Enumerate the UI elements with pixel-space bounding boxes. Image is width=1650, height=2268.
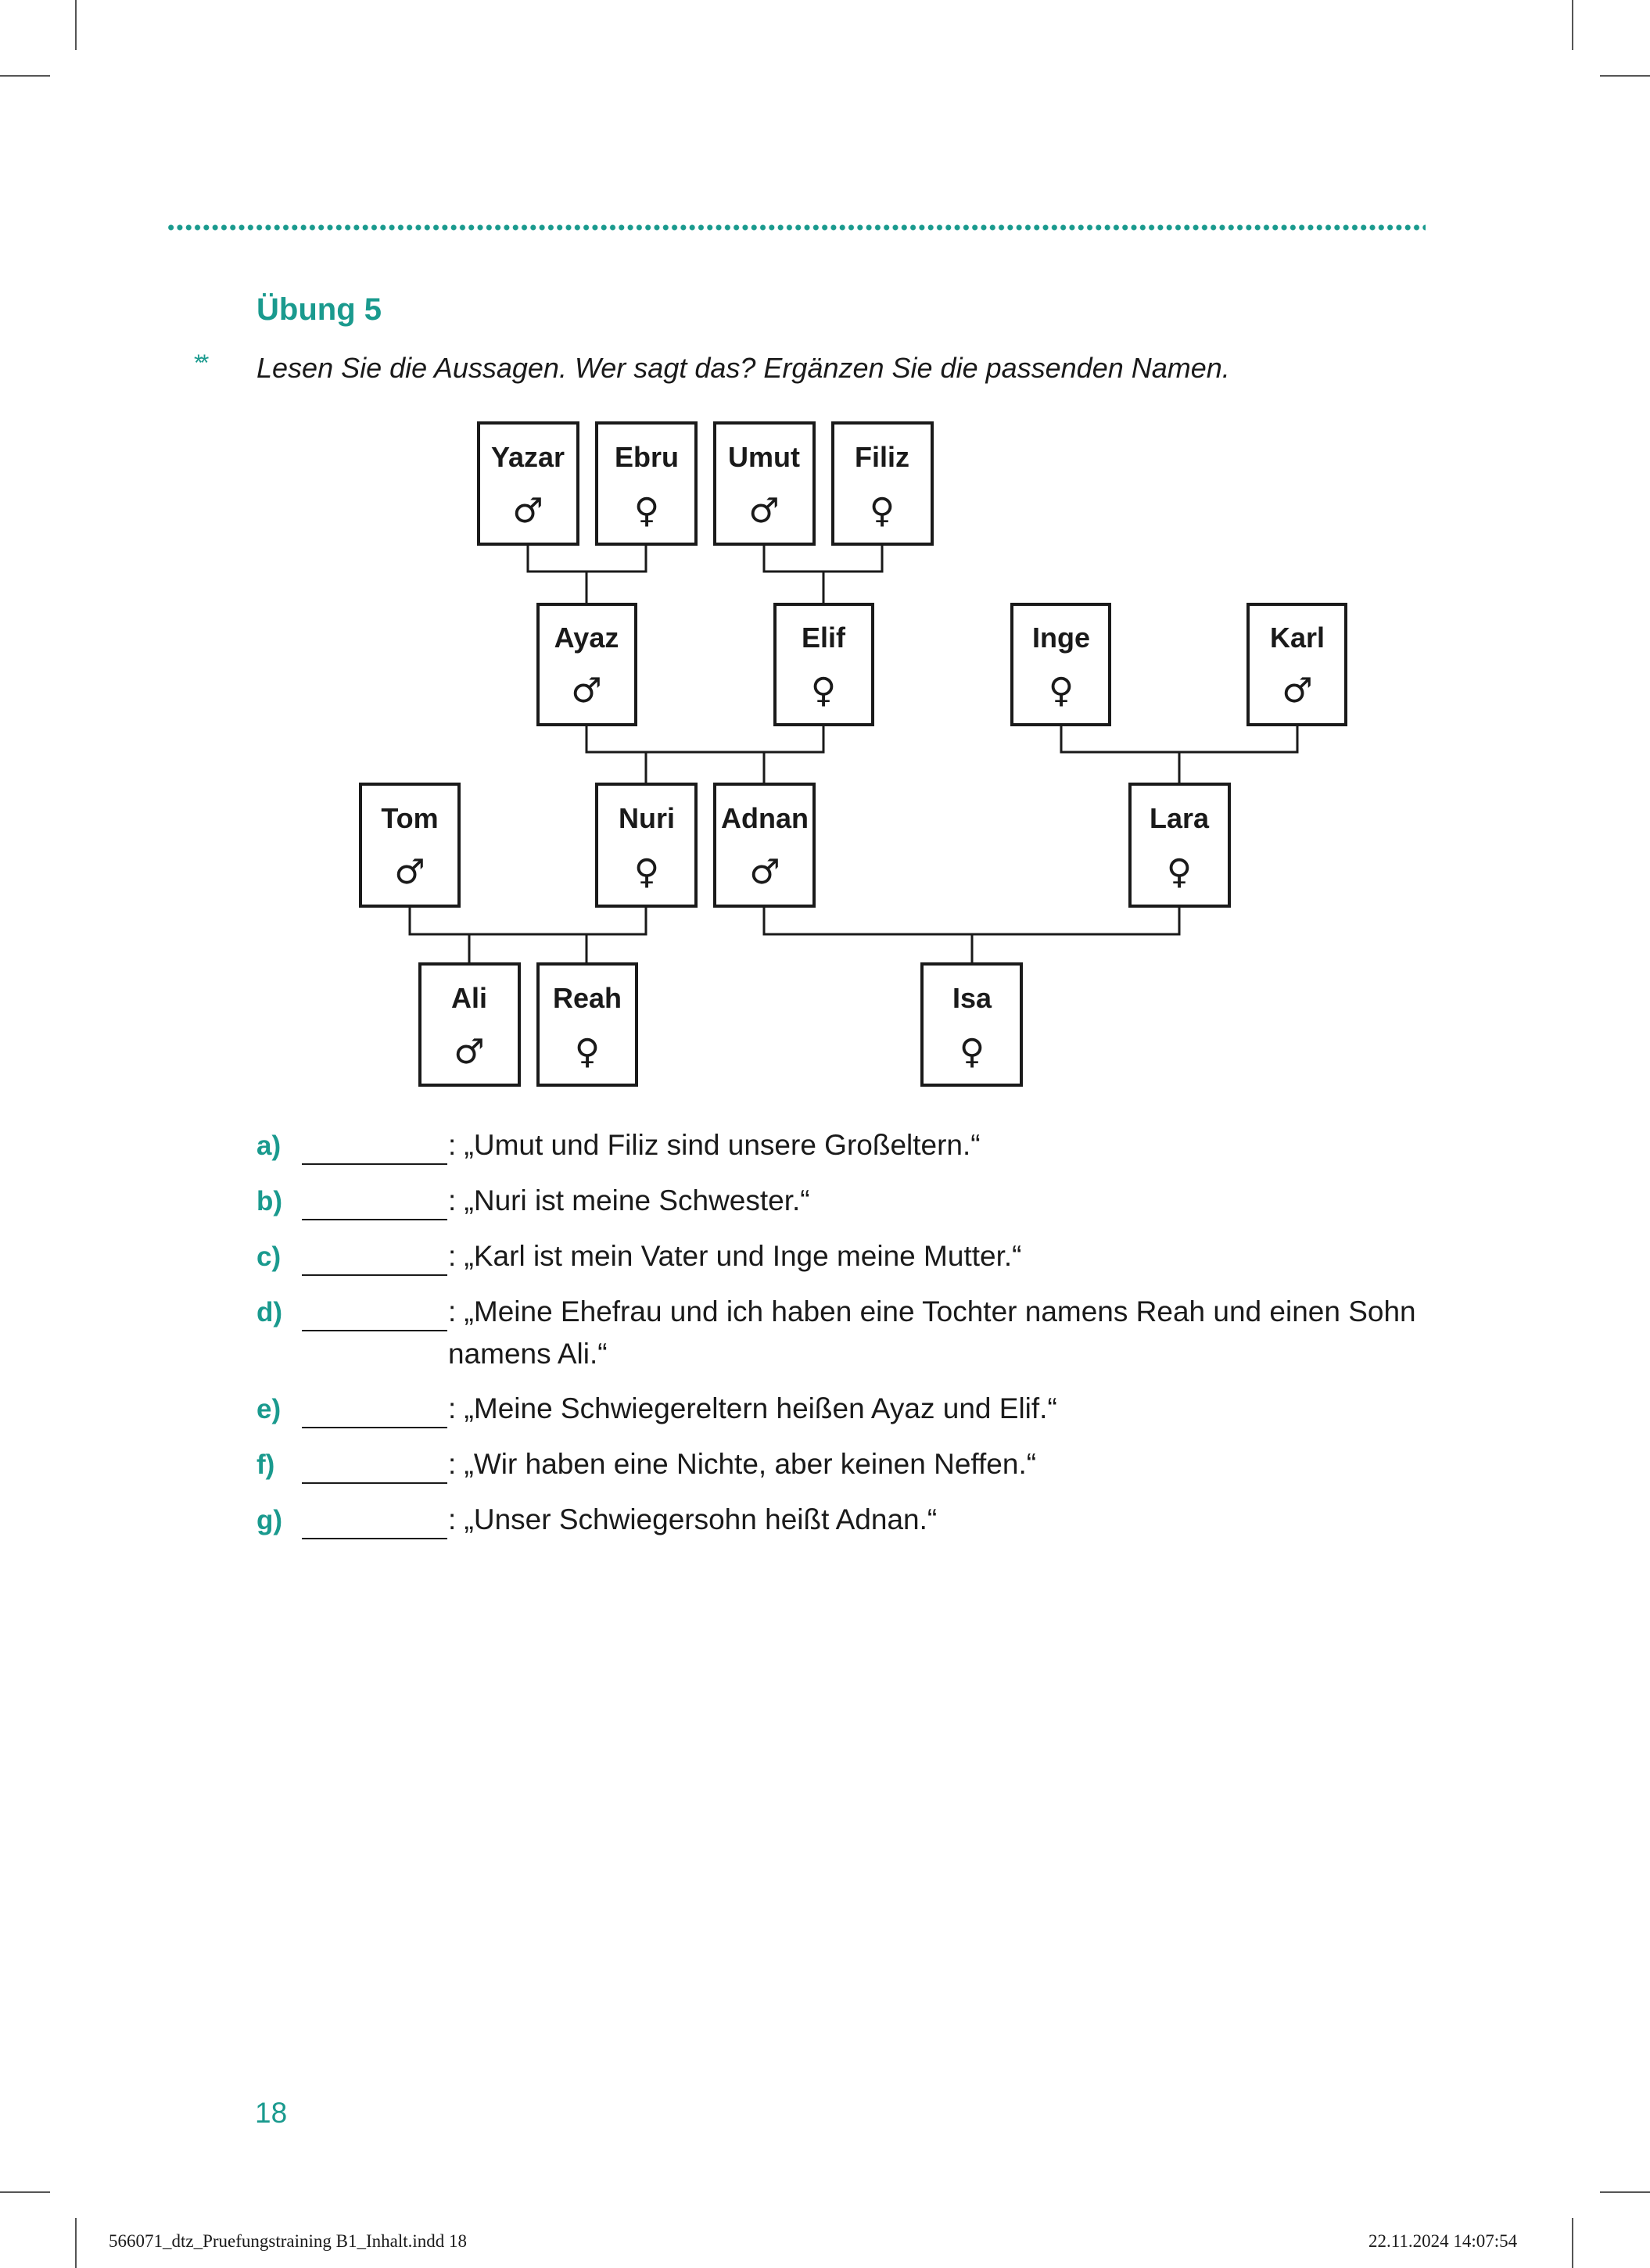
person-name-elif: Elif <box>801 622 846 654</box>
question-text: : „Nuri ist meine Schwester.“ <box>448 1184 810 1216</box>
male-symbol-icon: ♂ <box>748 491 780 531</box>
person-name-filiz: Filiz <box>855 441 909 473</box>
question-label: f) <box>256 1449 275 1480</box>
female-symbol-icon: ♀ <box>959 1032 985 1072</box>
answer-blank[interactable] <box>302 1482 447 1484</box>
answer-blank[interactable] <box>302 1330 447 1331</box>
difficulty-stars: ** <box>194 350 206 376</box>
page-number: 18 <box>255 2097 288 2129</box>
male-symbol-icon: ♂ <box>512 491 543 531</box>
answer-blank[interactable] <box>302 1538 447 1539</box>
crop-mark <box>0 2191 50 2193</box>
person-name-umut: Umut <box>728 441 800 473</box>
crop-mark <box>1600 2191 1650 2193</box>
male-symbol-icon: ♂ <box>454 1032 485 1072</box>
person-name-inge: Inge <box>1031 622 1091 654</box>
male-symbol-icon: ♂ <box>749 852 780 892</box>
question-d <box>0 1297 1650 1383</box>
person-name-ayaz: Ayaz <box>554 622 619 654</box>
question-a <box>0 1130 1650 1177</box>
male-symbol-icon: ♂ <box>571 671 602 711</box>
question-label: g) <box>256 1505 283 1535</box>
answer-blank[interactable] <box>302 1427 447 1428</box>
person-name-nuri: Nuri <box>619 802 675 834</box>
question-label: c) <box>256 1241 282 1272</box>
female-symbol-icon: ♀ <box>869 491 895 531</box>
person-boxes <box>360 423 1346 1085</box>
person-name-lara: Lara <box>1149 802 1210 834</box>
question-label: b) <box>256 1186 283 1216</box>
person-name-isa: Isa <box>952 982 992 1014</box>
person-name-adnan: Adnan <box>721 802 809 834</box>
question-text: : „Karl ist mein Vater und Inge meine Mutter.“ <box>448 1240 1022 1272</box>
question-label: a) <box>256 1130 282 1161</box>
exercise-title: Übung 5 <box>256 292 382 327</box>
answer-blank[interactable] <box>302 1274 447 1276</box>
question-c <box>0 1241 1650 1288</box>
question-label: e) <box>256 1394 282 1424</box>
question-label: d) <box>256 1297 283 1327</box>
question-text: : „Meine Schwiegereltern heißen Ayaz und Elif.“ <box>448 1392 1057 1424</box>
female-symbol-icon: ♀ <box>633 852 660 892</box>
question-g <box>0 1505 1650 1552</box>
question-f <box>0 1449 1650 1496</box>
person-name-karl: Karl <box>1269 622 1325 654</box>
slug-date: 22.11.2024 14:07:54 <box>1368 2231 1518 2251</box>
person-name-yazar: Yazar <box>490 441 565 473</box>
family-tree-diagram <box>0 0 1650 1110</box>
answer-blank[interactable] <box>302 1163 447 1165</box>
male-symbol-icon: ♂ <box>1282 671 1313 711</box>
crop-mark <box>75 2218 77 2268</box>
question-text: : „Unser Schwiegersohn heißt Adnan.“ <box>448 1503 938 1535</box>
question-text: : „Umut und Filiz sind unsere Großeltern.“ <box>448 1129 981 1161</box>
female-symbol-icon: ♀ <box>1166 852 1193 892</box>
answer-blank[interactable] <box>302 1219 447 1220</box>
female-symbol-icon: ♀ <box>633 491 660 531</box>
question-text: : „Meine Ehefrau und ich haben eine Tochter namens Reah und einen Sohn namens Ali.“ <box>448 1295 1416 1370</box>
crop-mark <box>1572 2218 1573 2268</box>
question-text: : „Wir haben eine Nichte, aber keinen Neffen.“ <box>448 1448 1037 1480</box>
person-name-reah: Reah <box>552 982 622 1014</box>
male-symbol-icon: ♂ <box>394 852 425 892</box>
person-name-ebru: Ebru <box>614 441 680 473</box>
question-b <box>0 1186 1650 1233</box>
slug-filename: 566071_dtz_Pruefungstraining B1_Inhalt.indd 18 <box>109 2231 468 2251</box>
instruction-text: Lesen Sie die Aussagen. Wer sagt das? Ergänzen Sie die passenden Namen. <box>256 352 1230 384</box>
person-name-tom: Tom <box>381 802 439 834</box>
question-e <box>0 1394 1650 1441</box>
female-symbol-icon: ♀ <box>1048 671 1074 711</box>
female-symbol-icon: ♀ <box>810 671 837 711</box>
female-symbol-icon: ♀ <box>574 1032 601 1072</box>
person-name-ali: Ali <box>450 982 488 1014</box>
